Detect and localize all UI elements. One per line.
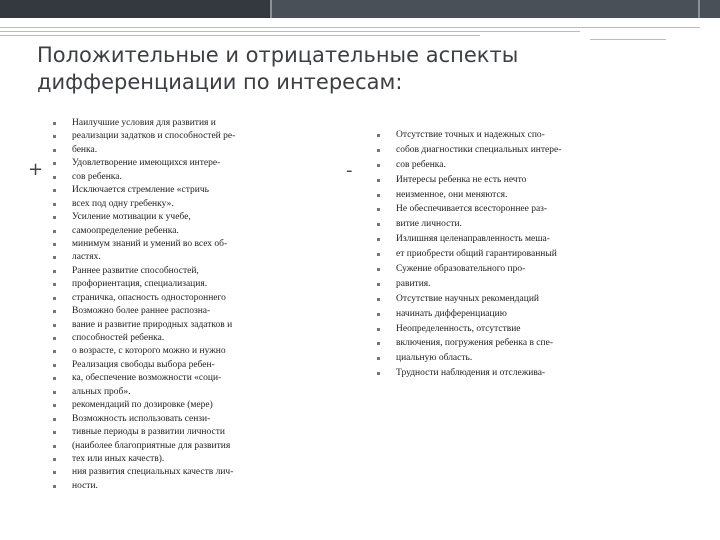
positive-list-item — [53, 440, 293, 453]
positive-list-item — [53, 130, 293, 143]
bullet-icon — [377, 283, 380, 286]
slide-title-line-2: дифференциации по интересам: — [37, 70, 403, 94]
list-item-text: страничка, опасность одностороннего — [72, 292, 226, 303]
decorative-rule — [0, 27, 700, 28]
list-item-text: Сужение образовательного про- — [396, 264, 526, 275]
list-item-text: циальную область. — [396, 353, 473, 364]
list-item-text: рекомендаций по дозировке (мере) — [72, 400, 213, 411]
negative-list-item — [377, 292, 617, 307]
list-item-text: самоопределение ребенка. — [72, 225, 179, 236]
top-bar-separator — [698, 0, 700, 18]
bullet-icon — [53, 391, 56, 394]
slide-top-bar — [0, 0, 720, 18]
list-item-text: бенка. — [72, 144, 98, 155]
list-item-text: равития. — [396, 278, 431, 289]
list-item-text: включения, погружения ребенка в спе- — [396, 338, 553, 349]
bullet-icon — [377, 223, 380, 226]
list-item-text: ния развития специальных качеств лич- — [72, 467, 234, 478]
positive-list-item — [53, 278, 293, 291]
positive-list-item — [53, 305, 293, 318]
bullet-icon — [377, 268, 380, 271]
positive-list-item — [53, 386, 293, 399]
bullet-icon — [53, 445, 56, 448]
bullet-icon — [53, 364, 56, 367]
list-item-text: сов ребенка. — [72, 171, 122, 182]
slide-title — [37, 42, 637, 96]
positive-list-item — [53, 225, 293, 238]
bullet-icon — [53, 149, 56, 152]
positive-list-item — [53, 238, 293, 251]
bullet-icon — [53, 216, 56, 219]
negative-list-item — [377, 336, 617, 351]
bullet-icon — [53, 404, 56, 407]
list-item-text: Усиление мотивации к учебе, — [72, 212, 191, 223]
positive-list-item — [53, 399, 293, 412]
bullet-icon — [53, 162, 56, 165]
list-item-text: Отсутствие научных рекомендаций — [396, 293, 539, 304]
bullet-icon — [377, 194, 380, 197]
positive-list-item — [53, 372, 293, 385]
bullet-icon — [53, 203, 56, 206]
list-item-text: ластях. — [72, 252, 101, 263]
positive-list-item — [53, 251, 293, 264]
negative-list-item — [377, 351, 617, 366]
list-item-text: Возможность использовать сензи- — [72, 413, 211, 424]
list-item-text: Наилучшие условия для развития и — [72, 118, 216, 128]
positive-list-item — [53, 292, 293, 305]
negative-list-item — [377, 277, 617, 292]
list-item-text: Исключается стремление «стричь — [72, 185, 209, 196]
bullet-icon — [377, 179, 380, 182]
plus-sign: + — [28, 159, 44, 180]
bullet-icon — [377, 372, 380, 375]
list-item-text: сов ребенка. — [396, 159, 446, 170]
bullet-icon — [53, 350, 56, 353]
bullet-icon — [53, 270, 56, 273]
bullet-icon — [53, 243, 56, 246]
bullet-icon — [53, 176, 56, 179]
bullet-icon — [53, 122, 56, 125]
list-item-text: способностей ребенка. — [72, 333, 165, 343]
negative-list-item — [377, 202, 617, 217]
positive-list-item — [53, 413, 293, 426]
bullet-icon — [53, 431, 56, 434]
slide-title-line-1: Положительные и отрицательные аспекты — [37, 43, 519, 67]
bullet-icon — [53, 135, 56, 138]
list-item-text: альных проб». — [72, 386, 131, 397]
bullet-icon — [377, 328, 380, 331]
bullet-icon — [377, 298, 380, 301]
bullet-icon — [53, 256, 56, 259]
bullet-icon — [53, 377, 56, 380]
list-item-text: Возможно более раннее распозна- — [72, 306, 211, 317]
negative-list-item — [377, 143, 617, 158]
bullet-icon — [53, 230, 56, 233]
positive-list-item — [53, 453, 293, 466]
list-item-text: Удовлетворение имеющихся интере- — [72, 158, 221, 169]
positive-list-item — [53, 265, 293, 278]
list-item-text: Реализация свободы выбора ребен- — [72, 359, 215, 370]
list-item-text: тивные периоды в развитии личности — [72, 427, 225, 438]
list-item-text: собов диагностики специальных интере- — [396, 144, 562, 155]
negative-list-item — [377, 128, 617, 143]
list-item-text: Трудности наблюдения и отслежива- — [396, 368, 546, 379]
bullet-icon — [53, 471, 56, 474]
negative-list-item — [377, 307, 617, 322]
negative-list-item — [377, 322, 617, 337]
positive-list-item — [53, 144, 293, 157]
top-bar-panel — [272, 0, 720, 18]
positive-aspects-list — [53, 117, 293, 493]
negative-list-item — [377, 262, 617, 277]
negative-list-item — [377, 366, 617, 381]
list-item-text: начинать дифференциацию — [396, 308, 507, 319]
positive-list-item — [53, 332, 293, 345]
list-item-text: реализации задатков и способностей ре- — [72, 131, 236, 142]
list-item-text: Интересы ребенка не есть нечто — [396, 174, 527, 185]
list-item-text: тех или иных качеств). — [72, 453, 165, 464]
list-item-text: профориентация, специализация. — [72, 279, 208, 290]
negative-list-item — [377, 217, 617, 232]
decorative-rule — [0, 31, 580, 32]
bullet-icon — [53, 458, 56, 461]
list-item-text: минимум знаний и умений во всех об- — [72, 238, 228, 249]
bullet-icon — [377, 253, 380, 256]
negative-list-item — [377, 188, 617, 203]
list-item-text: о возрасте, с которого можно и нужно — [72, 346, 226, 357]
decorative-rule — [590, 39, 666, 40]
bullet-icon — [53, 324, 56, 327]
negative-list-item — [377, 232, 617, 247]
list-item-text: ности. — [72, 480, 98, 491]
positive-list-item — [53, 157, 293, 170]
positive-list-item — [53, 171, 293, 184]
minus-sign: - — [346, 160, 353, 181]
decorative-rule — [0, 35, 480, 36]
negative-list-item — [377, 173, 617, 188]
positive-list-item — [53, 211, 293, 224]
bullet-icon — [377, 357, 380, 360]
bullet-icon — [377, 342, 380, 345]
positive-list-item — [53, 345, 293, 358]
positive-list-item — [53, 480, 293, 493]
positive-list-item — [53, 466, 293, 479]
positive-list-item — [53, 184, 293, 197]
top-bar-separator — [270, 0, 272, 18]
list-item-text: Отсутствие точных и надежных спо- — [396, 130, 545, 140]
positive-list-item — [53, 117, 293, 130]
negative-aspects-list — [377, 128, 617, 381]
list-item-text: (наиболее благоприятные для развития — [72, 440, 231, 451]
list-item-text: всех под одну гребенку». — [72, 198, 174, 209]
bullet-icon — [377, 164, 380, 167]
list-item-text: неизменное, они меняются. — [396, 189, 508, 200]
bullet-icon — [53, 485, 56, 488]
negative-list-item — [377, 247, 617, 262]
bullet-icon — [377, 313, 380, 316]
bullet-icon — [53, 310, 56, 313]
bullet-icon — [377, 149, 380, 152]
list-item-text: Излишняя целенаправленность меша- — [396, 234, 550, 245]
positive-list-item — [53, 359, 293, 372]
positive-list-item — [53, 426, 293, 439]
bullet-icon — [53, 337, 56, 340]
list-item-text: вание и развитие природных задатков и — [72, 319, 233, 330]
bullet-icon — [53, 418, 56, 421]
bullet-icon — [53, 283, 56, 286]
bullet-icon — [377, 238, 380, 241]
bullet-icon — [377, 208, 380, 211]
positive-list-item — [53, 198, 293, 211]
list-item-text: ка, обеспечение возможности «соци- — [72, 373, 222, 384]
list-item-text: Не обеспечивается всестороннее раз- — [396, 204, 548, 215]
bullet-icon — [53, 189, 56, 192]
positive-list-item — [53, 319, 293, 332]
list-item-text: ет приобрести общий гарантированный — [396, 249, 557, 260]
bullet-icon — [53, 297, 56, 300]
bullet-icon — [377, 134, 380, 137]
list-item-text: витие личности. — [396, 219, 462, 230]
list-item-text: Неопределенность, отсутствие — [396, 323, 521, 334]
list-item-text: Раннее развитие способностей, — [72, 265, 199, 276]
negative-list-item — [377, 158, 617, 173]
